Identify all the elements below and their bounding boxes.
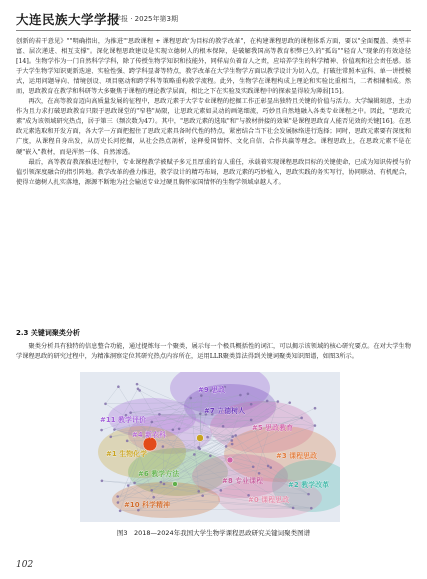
keyword-node <box>137 509 140 512</box>
hub-keyword-node <box>143 437 157 451</box>
keyword-node <box>266 400 269 403</box>
keyword-node <box>136 383 139 386</box>
cluster-label: #2 教学改革 <box>288 481 330 489</box>
keyword-node <box>117 385 120 388</box>
section-title: 关键词聚类分析 <box>30 329 80 337</box>
keyword-node <box>231 443 234 446</box>
keyword-node <box>277 400 280 403</box>
keyword-node <box>288 401 291 404</box>
header-divider <box>16 30 411 31</box>
keyword-node <box>200 394 203 397</box>
cluster-label: #8 专业课程 <box>222 477 264 485</box>
paragraph-2: 再次，在高等教育迈向高质量发展的征程中，思政元素于大学专业课程的挖掘工作正彰显出独特且关键的价值与活力。大学编辑刻意，主动作为且力求打破思政教育只限于思政课堂的"窄巷"局限，让思政元素如灵动的画笔细流，巧妙且自然地融入各类专业课程之中。因此，"思政元素"成为该领域研究热点，居于第三（频次数为47）。其中，"思政元素的选取"和"与教材拼接的效果"是课程思政育人能否见效的关键[16]。在思政元素选取和开发方面，各大学一方面把握住了思政元素具备时代性的特点，紧密结合当下社会发展脉络进行选择；同时，思政元素要有深度和广度，从课程自身出发，从历史长河挖掘，从社会热点剖析，诠释爱国情怀、文化自信、合作共赢等理念。课程思政上，在思政元素不是在硬"嵌入"教材，而是浑然一体、自然渗透。 <box>16 98 411 156</box>
keyword-node <box>133 482 136 485</box>
cluster-map <box>80 372 340 522</box>
keyword-node <box>129 411 132 414</box>
keyword-node <box>152 496 155 499</box>
hub-keyword-node <box>197 435 204 442</box>
keyword-node <box>163 483 166 486</box>
cluster-label: #1 生物化学 <box>106 450 148 458</box>
keyword-node <box>126 440 129 443</box>
keyword-node <box>247 393 250 396</box>
keyword-node <box>158 413 161 416</box>
keyword-node <box>119 509 122 512</box>
cluster-label: #11 教学评价 <box>100 416 147 424</box>
keyword-node <box>201 494 204 497</box>
keyword-node <box>231 435 234 438</box>
keyword-node <box>197 446 200 449</box>
keyword-node <box>172 428 175 431</box>
keyword-node <box>197 490 200 493</box>
keyword-node <box>178 428 181 431</box>
section-heading <box>16 328 80 338</box>
keyword-node <box>199 412 202 415</box>
keyword-node <box>269 466 272 469</box>
keyword-node <box>160 481 163 484</box>
section-number: 2.3 <box>16 329 29 337</box>
keyword-node <box>250 403 253 406</box>
body-text-top <box>16 37 411 188</box>
cluster-label: #4 新农科 <box>132 431 167 439</box>
keyword-node <box>150 489 153 492</box>
cluster-map-figure <box>80 372 340 522</box>
journal-header <box>16 10 411 32</box>
hub-keyword-node <box>227 457 233 463</box>
keyword-node <box>206 436 209 439</box>
cluster-label: #0 课程思政 <box>248 496 290 504</box>
keyword-node <box>220 489 223 492</box>
paragraph-3: 最后，高等教育教深推进过程中，专业课程教学被赋予多元且厚重的育人重任，承载着实现课程思政目标的关键使命，已成为知识传授与价值引领深度融合的指引阵地。教学改革的叠力推进，教学设计的精巧布局，思政元素的巧妙植入，思政实践的务实写行，协同联动、有机配合，使得立德树人扎实落地，源源不断地为社会输送专业过硬且胸怀家国情怀的生物学领域卓越人才。 <box>16 158 411 186</box>
keyword-node <box>100 429 103 432</box>
keyword-node <box>307 493 310 496</box>
cluster-label: #10 科学精神 <box>124 501 171 509</box>
keyword-node <box>151 421 154 424</box>
keyword-node <box>104 402 107 405</box>
keyword-node <box>314 424 317 427</box>
keyword-node <box>189 397 192 400</box>
keyword-node <box>222 425 225 428</box>
figure-caption: 图3 2018—2024年我国大学生物学课程思政研究关键词聚类图谱 <box>116 529 311 537</box>
keyword-node <box>314 407 317 410</box>
keyword-node <box>113 428 116 431</box>
keyword-node <box>225 445 228 448</box>
paragraph-1: 创新的若干意见》""明确指出，为推进"'思政课程 + 课程思政'为目标的教学改革"，在构建课程思政的课程体系方面，要以"全面覆盖、类型丰富、层次递进、相互支撑"。深化课程思政建设是实现立德树人的根本保障，是破解我国高等教育积弊已久的"孤岛""轻育人"现象的有效途径[14]。生物学作为一门自然科学学科，除了传授生物学知识和技能外，同样肩负着育人之责，应培养学生的科学精神、价值观和社会责任感。基于大学生物学知识更新迭速、实验性强、跨学科显著等特点，教学改革在大学生物学方面以教学设计为切入点，打破往常照本宣科、单一讲授模式，运用问题导向、情境创设、项目驱动和跨学科等策略重构教学流程。此外，生物学在课程构成上理论和实验比重相当，二者相辅相成。然而，思政教育在教学和科研等大多聚焦于课程的理论教学层面，相比之下在实验及实践课程中的探索显得较为薄弱[15]。 <box>16 38 411 96</box>
keyword-node <box>127 484 130 487</box>
issue-info: 学报 · 2025年第3期 <box>114 15 178 23</box>
keyword-node <box>209 454 212 457</box>
cluster-label: #9 思政 <box>198 386 226 394</box>
keyword-node <box>239 394 242 397</box>
keyword-node <box>252 466 255 469</box>
cluster-label: #6 教学方法 <box>138 470 180 478</box>
cluster-label: #7 立德树人 <box>204 407 246 415</box>
keyword-node <box>258 472 261 475</box>
keyword-node <box>250 419 253 422</box>
paragraph-cluster: 聚类分析具有独特的信息整合功能，通过提炼每一个聚类，展示每一个极具概括性的词汇，可以揭示该领域的核心研究要点。在对大学生物学课程思政的研究过程中，为精准洞察定位其研究热点内容所在，运用LLR聚类算法得到关键词聚类知识图谱，如图3所示。 <box>16 343 411 361</box>
keyword-node <box>117 501 120 504</box>
page-number: 102 <box>16 560 34 570</box>
keyword-node <box>267 465 270 468</box>
keyword-node <box>116 495 119 498</box>
keyword-node <box>234 434 237 437</box>
keyword-node <box>109 435 112 438</box>
journal-logo: 大连民族大学学报 <box>16 12 121 27</box>
keyword-node <box>310 507 313 510</box>
keyword-node <box>101 480 104 483</box>
keyword-node <box>162 445 165 448</box>
keyword-node <box>292 507 295 510</box>
keyword-node <box>193 453 196 456</box>
keyword-node <box>230 439 233 442</box>
keyword-node <box>137 387 140 390</box>
body-text-cluster <box>16 342 411 362</box>
hub-keyword-node <box>173 482 178 487</box>
cluster-label: #5 思政教育 <box>252 424 294 432</box>
cluster-label: #3 课程思政 <box>276 452 318 460</box>
keyword-node <box>300 417 303 420</box>
